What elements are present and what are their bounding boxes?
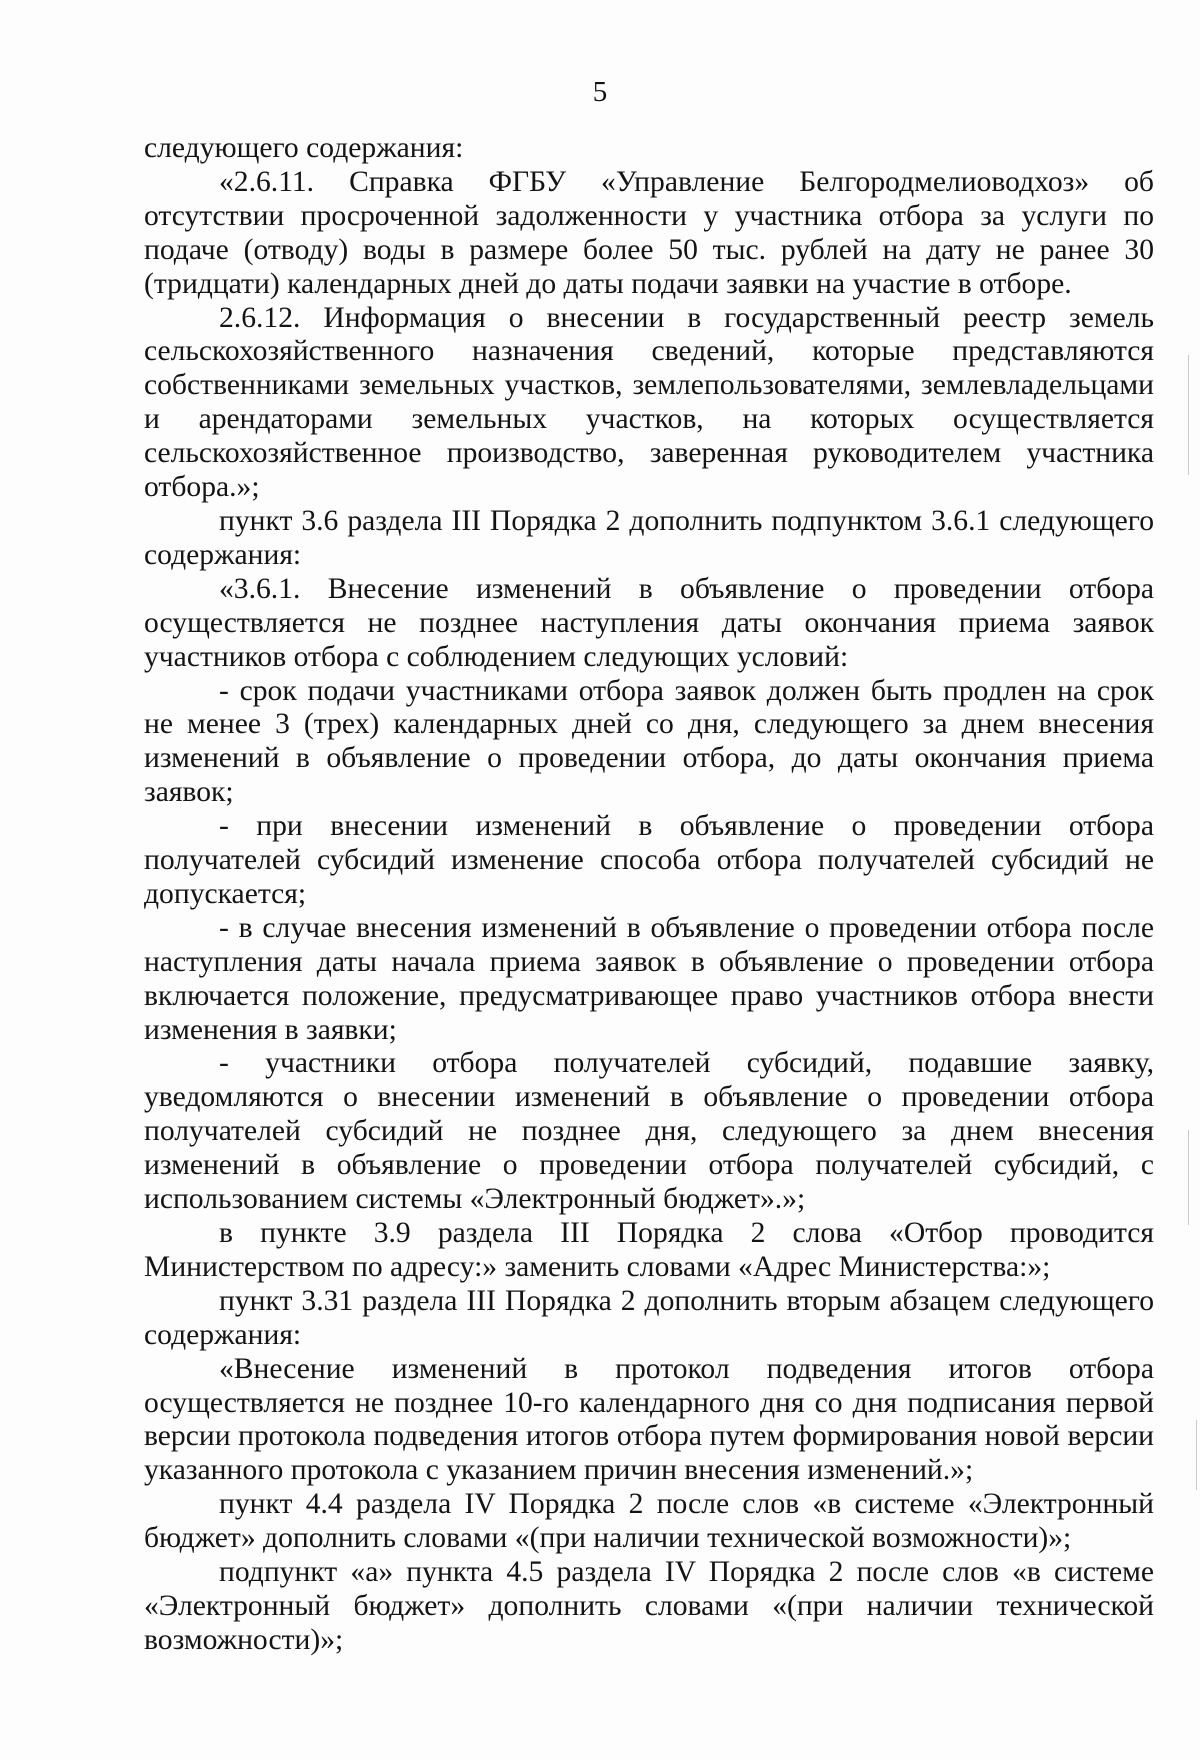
paragraph-continuation: следующего содержания: [144, 132, 464, 164]
paragraph-amend-3-6: пункт 3.6 раздела III Порядка 2 дополнить подпунктом 3.6.1 следующего содержания: [144, 504, 1154, 571]
paragraph-amend-4-4: пункт 4.4 раздела IV Порядка 2 после слов «в системе «Электронный бюджет» дополнить словами «(при наличии технической возможности)»; [144, 1488, 1154, 1555]
paragraph-2-6-11: «2.6.11. Справка ФГБУ «Управление Белгородмелиоводхоз» об отсутствии просроченной задолженности у участника отбора за услуги по подаче (отводу) воды в размере более 50 тыс. рублей на дату не ранее 30 (тридцати) календарных дней до даты подачи заявки на участие в отборе. [144, 165, 1154, 300]
paragraph-amend-3-9: в пункте 3.9 раздела III Порядка 2 слова «Отбор проводится Министерством по адресу:» заменить словами «Адрес Министерства:»; [144, 1217, 1154, 1283]
paragraph-protocol-changes: «Внесение изменений в протокол подведения итогов отбора осуществляется не позднее 10-го календарного дня со дня подписания первой версии протокола подведения итогов отбора путем формирования новой версии указанного протокола с указанием причин внесения изменений.»; [144, 1352, 1154, 1487]
scan-edge-mark [1188, 355, 1189, 475]
paragraph-amend-4-5: подпункт «а» пункта 4.5 раздела IV Порядка 2 после слов «в системе «Электронный бюджет» дополнить словами «(при наличии технической возможности)»; [144, 1556, 1154, 1656]
paragraph-2-6-12: 2.6.12. Информация о внесении в государственный реестр земель сельскохозяйственного назначения сведений, которые представляются собственниками земельных участков, землепользователями, землевладельцами и арендаторами земельных участков, на которых осуществляется сельскохозяйственное производство, заверенная руководителем участника отбора.»; [144, 301, 1154, 504]
page-number: 5 [592, 76, 608, 108]
list-item-after-start: - в случае внесения изменений в объявление о проведении отбора после наступления даты начала приема заявок в объявление о проведении отбора включается положение, предусматривающее право участников отбора внести изменения в заявки; [144, 911, 1154, 1046]
paragraph-3-6-1: «3.6.1. Внесение изменений в объявление о проведении отбора осуществляется не позднее наступления даты окончания приема заявок участников отбора с соблюдением следующих условий: [144, 572, 1154, 673]
document-body [144, 132, 1154, 1658]
list-item-notification: - участники отбора получателей субсидий, подавшие заявку, уведомляются о внесении изменений в объявление о проведении отбора получателей субсидий не позднее дня, следующего за днем внесения изменений в объявление о проведении отбора получателей субсидий, с использованием системы «Электронный бюджет».»; [144, 1047, 1154, 1216]
paragraph-amend-3-31: пункт 3.31 раздела III Порядка 2 дополнить вторым абзацем следующего содержания: [144, 1284, 1154, 1351]
scan-edge-mark [1188, 1130, 1189, 1225]
list-item-method-change: - при внесении изменений в объявление о проведении отбора получателей субсидий изменение способа отбора получателей субсидий не допускается; [144, 810, 1154, 910]
scan-edge-mark [1196, 1420, 1197, 1490]
list-item-deadline-extension: - срок подачи участниками отбора заявок должен быть продлен на срок не менее 3 (трех) календарных дней со дня, следующего за днем внесения изменений в объявление о проведении отбора, до даты окончания приема заявок; [144, 674, 1154, 809]
